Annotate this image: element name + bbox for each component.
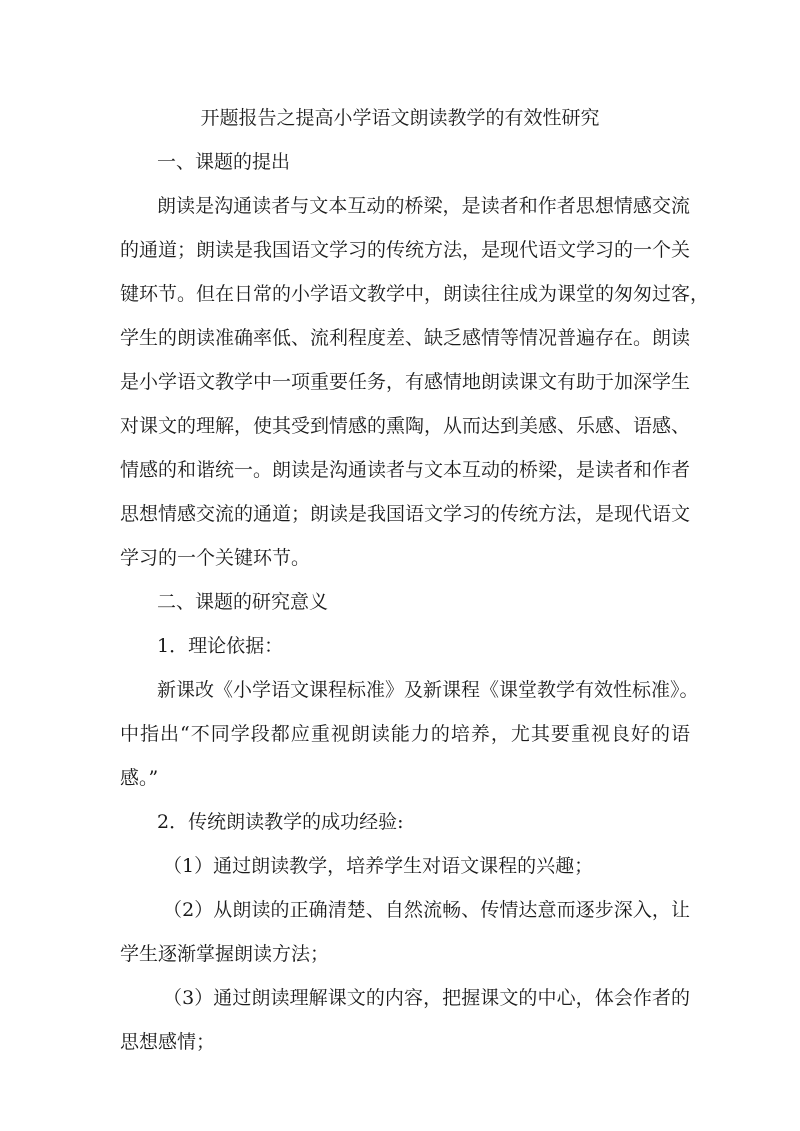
paragraph-line: 中指出“不同学段都应重视朗读能力的培养，尤其要重视良好的语 <box>120 723 690 745</box>
paragraph-line: 对课文的理解，使其受到情感的熏陶，从而达到美感、乐感、语感、 <box>120 415 691 437</box>
section-heading: 一、课题的提出 <box>157 151 291 173</box>
section-heading: 二、课题的研究意义 <box>157 591 329 613</box>
paragraph-line: 键环节。但在日常的小学语文教学中，朗读往往成为课堂的匆匆过客， <box>120 283 710 305</box>
subsection-heading: 1．理论依据： <box>157 635 284 657</box>
paragraph-line: 感。” <box>120 767 159 789</box>
paragraph-line: 思想情感交流的通道；朗读是我国语文学习的传统方法，是现代语文 <box>120 503 691 525</box>
list-item: （2）从朗读的正确清楚、自然流畅、传情达意而逐步深入，让 <box>163 899 690 921</box>
paragraph-line: 学习的一个关键环节。 <box>120 547 311 569</box>
subsection-heading: 2．传统朗读教学的成功经验: <box>157 811 404 833</box>
paragraph-line: 新课改《小学语文课程标准》及新课程《课堂教学有效性标准》。 <box>157 679 699 701</box>
list-item-continuation: 学生逐渐掌握朗读方法； <box>120 943 330 965</box>
list-item: （3）通过朗读理解课文的内容，把握课文的中心，体会作者的 <box>163 987 690 1009</box>
list-item-continuation: 思想感情； <box>120 1031 216 1053</box>
paragraph-line: 的通道；朗读是我国语文学习的传统方法，是现代语文学习的一个关 <box>120 239 691 261</box>
paragraph-line: 朗读是沟通读者与文本互动的桥梁，是读者和作者思想情感交流 <box>157 195 690 217</box>
paragraph-line: 情感的和谐统一。朗读是沟通读者与文本互动的桥梁，是读者和作者 <box>120 459 691 481</box>
list-item: （1）通过朗读教学，培养学生对语文课程的兴趣； <box>163 855 594 877</box>
paragraph-line: 学生的朗读准确率低、流利程度差、缺乏感情等情况普遍存在。朗读 <box>120 327 691 349</box>
document-title: 开题报告之提高小学语文朗读教学的有效性研究 <box>200 107 600 129</box>
paragraph-line: 是小学语文教学中一项重要任务，有感情地朗读课文有助于加深学生 <box>120 371 691 393</box>
